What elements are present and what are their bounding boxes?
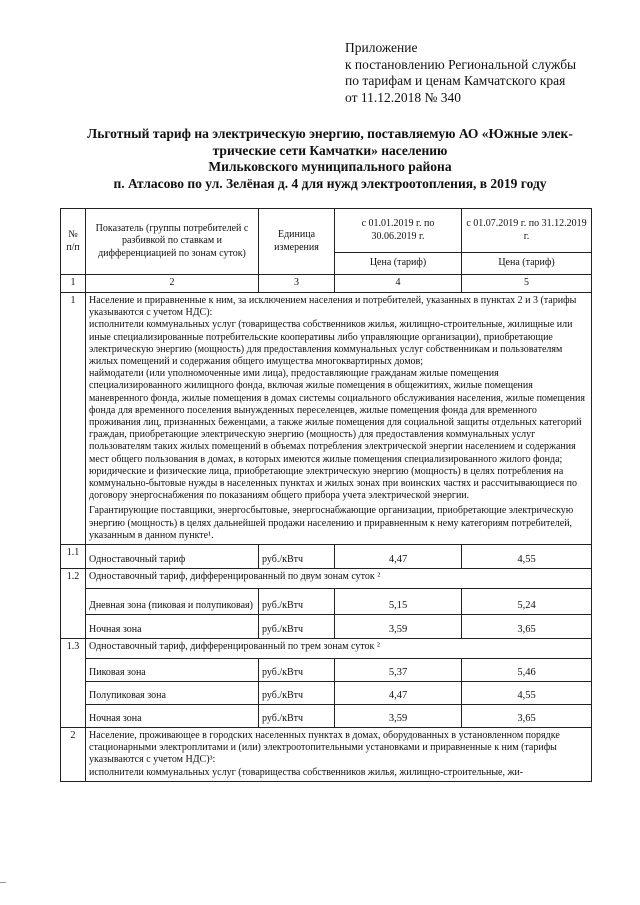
row-value-1: 5,37 — [335, 659, 462, 682]
row-2-para-1: исполнители коммунальных услуг (товарищества собственников жилья, жилищно-строительные, жи- — [89, 766, 524, 778]
header-indicator: Показатель (группы потребителей с разбивкой по ставкам и дифференциацией по зонам суток) — [86, 209, 259, 275]
row-1-para-2: наймодатели (или уполномоченные ими лица), предоставляющие гражданам жилые помещения специализированного жилищного фонда, включая жилые помещения в общежитиях, жилые помещения маневренного фонда, жилые помещения в домах системы социального обслуживания населения, жилые помещения фонда для временного поселения вынужденных переселенцев, жилые помещения фонда для временного проживания лиц, признанных беженцами, а также жилые помещения для социальной защиты отдельных категорий граждан, приобретающие электрическую энергию (мощность) для предоставления коммунальных услуг пользователям таких жилых помещений в объемах потребления электрической энергии населением и содержания мест общего пользования в домах, в которых имеются жилые помещения специализированного жилого фонда; — [89, 368, 585, 465]
title-line-4: п. Атласово по ул. Зелёная д. 4 для нужд электроотопления, в 2019 году — [113, 175, 547, 191]
row-unit: руб./кВтч — [259, 545, 335, 569]
header-num: № п/п — [61, 209, 86, 275]
appendix-line-4: от 11.12.2018 № 340 — [345, 89, 461, 105]
row-label: Пиковая зона — [86, 659, 259, 682]
row-unit: руб./кВтч — [259, 659, 335, 682]
table-row — [61, 569, 592, 589]
table-header-row — [61, 209, 592, 253]
colnum-2: 2 — [86, 275, 259, 293]
row-num: 1 — [61, 293, 86, 545]
header-unit: Единица измерения — [259, 209, 335, 275]
colnum-4: 4 — [335, 275, 462, 293]
row-unit: руб./кВтч — [259, 705, 335, 728]
row-value-1: 3,59 — [335, 705, 462, 728]
row-num: 1.2 — [61, 569, 86, 639]
header-price-1: Цена (тариф) — [335, 253, 462, 275]
table-row — [61, 728, 592, 782]
table-row — [61, 682, 592, 705]
table-row — [61, 705, 592, 728]
appendix-line-1: Приложение — [345, 40, 418, 55]
scan-margin-mark — [0, 882, 6, 891]
row-value-2: 4,55 — [462, 545, 592, 569]
row-label: Одноставочный тариф, дифференцированный по двум зонам суток ² — [86, 569, 592, 589]
appendix-line-3: по тарифам и ценам Камчатского края — [345, 73, 566, 88]
header-price-2: Цена (тариф) — [462, 253, 592, 275]
row-1-description — [86, 293, 592, 545]
row-value-1: 5,15 — [335, 589, 462, 615]
colnum-3: 3 — [259, 275, 335, 293]
row-value-2: 3,65 — [462, 705, 592, 728]
row-2-description — [86, 728, 592, 782]
row-label: Дневная зона (пиковая и полупиковая) — [86, 589, 259, 615]
row-value-2: 5,46 — [462, 659, 592, 682]
row-value-2: 4,55 — [462, 682, 592, 705]
row-num: 1.3 — [61, 639, 86, 728]
appendix-line-2: к постановлению Региональной службы — [345, 56, 577, 72]
header-period-1: с 01.01.2019 г. по 30.06.2019 г. — [335, 209, 462, 253]
row-num: 2 — [61, 728, 86, 782]
colnum-5: 5 — [462, 275, 592, 293]
row-value-2: 3,65 — [462, 615, 592, 639]
table-row — [61, 293, 592, 545]
row-unit: руб./кВтч — [259, 615, 335, 639]
row-value-1: 4,47 — [335, 682, 462, 705]
tariff-table — [60, 208, 592, 782]
row-num: 1.1 — [61, 545, 86, 569]
table-row — [61, 589, 592, 615]
row-label: Ночная зона — [86, 705, 259, 728]
title-line-2: трические сети Камчатки» населению — [212, 142, 448, 158]
appendix-block — [345, 40, 576, 106]
row-1-para-4: Гарантирующие поставщики, энергосбытовые, энергоснабжающие организации, приобретающие электрическую энергию (мощность) в целях дальнейшей продажи населению и приравненным к нему категориям потребителей, указанным в данном пункте¹. — [89, 505, 574, 541]
colnum-1: 1 — [61, 275, 86, 293]
title-line-3: Мильковского муниципального района — [208, 159, 452, 174]
row-1-para-1: исполнители коммунальных услуг (товарищества собственников жилья, жилищно-строительные, жилищные или иные специализированные потребительские кооперативы либо управляющие организации), приобретающие электрическую энергию (мощность) для предоставления коммунальных услуг собственникам и пользователям жилых помещений и содержания общего имущества многоквартирных домов; — [89, 319, 573, 368]
table-row — [61, 639, 592, 659]
row-label: Одноставочный тариф, дифференцированный по трем зонам суток ² — [86, 639, 592, 659]
row-label: Полупиковая зона — [86, 682, 259, 705]
row-value-1: 4,47 — [335, 545, 462, 569]
document-title — [70, 126, 590, 192]
row-value-1: 3,59 — [335, 615, 462, 639]
row-unit: руб./кВтч — [259, 682, 335, 705]
table-row — [61, 615, 592, 639]
header-period-2: с 01.07.2019 г. по 31.12.2019 г. — [462, 209, 592, 253]
row-value-2: 5,24 — [462, 589, 592, 615]
row-1-intro: Население и приравненные к ним, за исключением населения и потребителей, указанных в пунктах 2 и 3 (тарифы указываются с учетом НДС): — [89, 295, 577, 319]
row-1-para-3: юридические и физические лица, приобретающие электрическую энергию (мощность) в целях потребления на коммунально-бытовые нужды в населенных пунктах и жилых зонах при воинских частях и рассчитывающиеся по договору энергоснабжения по показаниям общего прибора учета электрической энергии. — [89, 465, 578, 502]
column-numbers-row — [61, 275, 592, 293]
row-label: Ночная зона — [86, 615, 259, 639]
row-label: Одноставочный тариф — [86, 545, 259, 569]
table-row — [61, 545, 592, 569]
title-line-1: Льготный тариф на электрическую энергию, поставляемую АО «Южные элек- — [87, 126, 573, 141]
table-row — [61, 659, 592, 682]
row-unit: руб./кВтч — [259, 589, 335, 615]
row-2-intro: Население, проживающее в городских населенных пунктах в домах, оборудованных в установленном порядке стационарными электроплитами и (или) электроотопительными установками и приравненные к ним (тарифы указываются с учетом НДС)³: — [89, 730, 560, 766]
